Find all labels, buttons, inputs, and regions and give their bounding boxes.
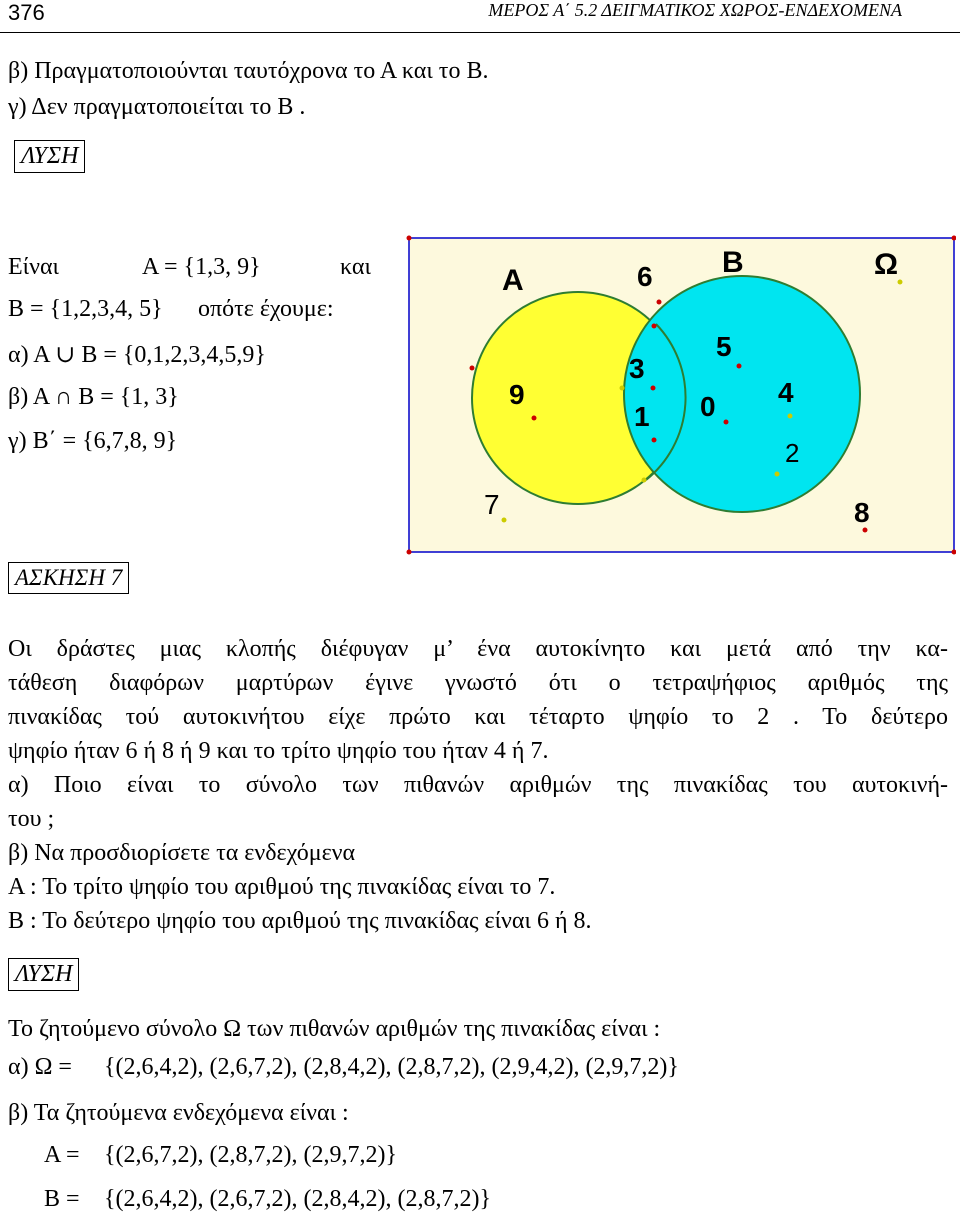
frame-corner-dot	[407, 236, 412, 241]
solution1-line2-suffix: οπότε έχουμε:	[198, 296, 334, 322]
exercise-line: πινακίδας τού αυτοκινήτου είχε πρώτο και τέταρτο ψηφίο το 2 . Το δεύτερο	[8, 704, 948, 730]
section-title: ΜΕΡΟΣ Α΄ 5.2 ΔΕΙΓΜΑΤΙΚΟΣ ΧΩΡΟΣ-ΕΝΔΕΧΟΜΕΝΑ	[488, 0, 902, 20]
dot-1	[652, 438, 657, 443]
exercise-line: Α : Το τρίτο ψηφίο του αριθμού της πινακίδας είναι το 7.	[8, 874, 556, 900]
exercise-line: τάθεση διαφόρων μαρτύρων έγινε γνωστό ότι ο τετραψήφιος αριθμός της	[8, 670, 948, 696]
frame-corner-dot	[407, 550, 412, 555]
element-8: 8	[854, 497, 870, 528]
header-divider	[0, 32, 960, 33]
element-7: 7	[484, 489, 500, 520]
element-5: 5	[716, 331, 732, 362]
event-a-prefix: Α =	[44, 1142, 80, 1168]
circle-marker-dot	[620, 386, 625, 391]
solution1-line1-suffix: και	[340, 254, 371, 280]
solution1-line1-prefix: Είναι	[8, 254, 59, 280]
circle-marker-dot	[652, 324, 657, 329]
label-a: A	[502, 264, 524, 297]
dot-0	[724, 420, 729, 425]
dot-9	[532, 416, 537, 421]
exercise-line: β) Να προσδιορίσετε τα ενδεχόμενα	[8, 840, 356, 866]
dot-6	[657, 300, 662, 305]
element-2: 2	[785, 438, 800, 468]
event-b-prefix: Β =	[44, 1186, 80, 1212]
event-a-set: {(2,6,7,2), (2,8,7,2), (2,9,7,2)}	[104, 1142, 397, 1168]
union-result: α) Α ∪ Β = {0,1,2,3,4,5,9}	[8, 342, 266, 368]
dot-3	[651, 386, 656, 391]
element-3: 3	[629, 353, 645, 384]
solution-label-2: ΛΥΣΗ	[8, 958, 79, 991]
events-intro: β) Τα ζητούμενα ενδεχόμενα είναι :	[8, 1100, 349, 1126]
omega-dot	[898, 280, 903, 285]
exercise-text	[8, 632, 948, 938]
sample-space-prefix: α) Ω =	[8, 1054, 72, 1080]
solution-label: ΛΥΣΗ	[14, 140, 85, 173]
venn-diagram	[400, 230, 956, 562]
item-c-text: γ) Δεν πραγματοποιείται το Β .	[8, 94, 306, 120]
complement-result: γ) Β΄ = {6,7,8, 9}	[8, 428, 178, 454]
element-6: 6	[637, 261, 653, 292]
sample-space-intro: Το ζητούμενο σύνολο Ω των πιθανών αριθμών της πινακίδας είναι :	[8, 1016, 661, 1042]
item-b-text: β) Πραγματοποιούνται ταυτόχρονα το Α και το Β.	[8, 58, 489, 84]
exercise-label: ΑΣΚΗΣΗ 7	[8, 562, 129, 594]
element-4: 4	[778, 377, 794, 408]
dot-8	[863, 528, 868, 533]
event-b-set: {(2,6,4,2), (2,6,7,2), (2,8,4,2), (2,8,7,2)}	[104, 1186, 491, 1212]
dot-4	[788, 414, 793, 419]
page-number: 376	[8, 0, 45, 25]
element-9: 9	[509, 379, 525, 410]
exercise-line: ψηφίο ήταν 6 ή 8 ή 9 και το τρίτο ψηφίο του ήταν 4 ή 7.	[8, 738, 549, 764]
intersection-result: β) Α ∩ Β = {1, 3}	[8, 384, 179, 410]
element-0: 0	[700, 391, 716, 422]
exercise-line: α) Ποιο είναι το σύνολο των πιθανών αριθμών της πινακίδας του αυτοκινή-	[8, 772, 948, 798]
set-a-definition: Α = {1,3, 9}	[142, 254, 261, 280]
sample-space-set: {(2,6,4,2), (2,6,7,2), (2,8,4,2), (2,8,7,2), (2,9,4,2), (2,9,7,2)}	[104, 1054, 679, 1080]
circle-marker-dot	[470, 366, 475, 371]
label-b: B	[722, 246, 744, 279]
exercise-line: Β : Το δεύτερο ψηφίο του αριθμού της πινακίδας είναι 6 ή 8.	[8, 908, 592, 934]
label-omega: Ω	[874, 248, 899, 281]
dot-7	[502, 518, 507, 523]
exercise-line: Οι δράστες μιας κλοπής διέφυγαν μ’ ένα αυτοκίνητο και μετά από την κα-	[8, 636, 948, 662]
dot-5	[737, 364, 742, 369]
circle-marker-dot	[642, 478, 647, 483]
set-b-definition: Β = {1,2,3,4, 5}	[8, 296, 163, 322]
dot-2	[775, 472, 780, 477]
element-1: 1	[634, 401, 650, 432]
exercise-line: του ;	[8, 806, 55, 832]
